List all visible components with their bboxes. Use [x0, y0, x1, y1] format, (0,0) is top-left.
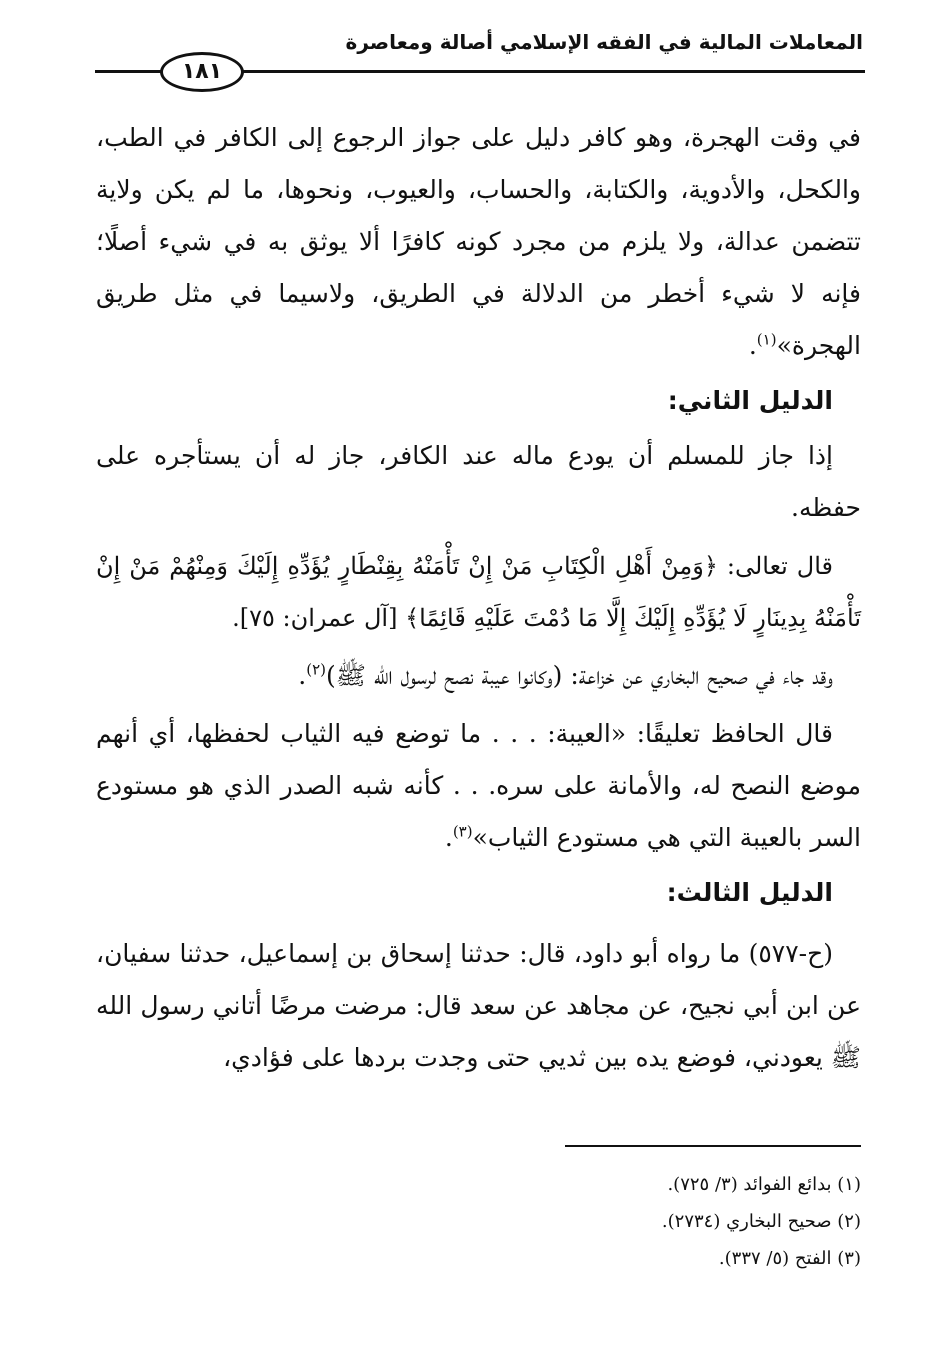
paragraph-quran-verse: قال تعالى: ﴿وَمِنْ أَهْلِ الْكِتَابِ مَنْ إِنْ تَأْمَنْهُ بِقِنْطَارٍ يُؤَدِّهِ إِلَيْكَ وَمِنْهُمْ مَنْ إِنْ تَأْمَنْهُ بِدِينَارٍ لَا يُؤَدِّهِ إِلَيْكَ إِلَّا مَا دُمْتَ عَلَيْهِ قَائِمًا﴾ [آل عمران: ٧٥].	[96, 552, 861, 632]
footnotes	[96, 1166, 861, 1277]
footnote-3: (٣) الفتح (٥/ ٣٣٧).	[718, 1248, 861, 1269]
period: .	[444, 823, 453, 852]
footnote-ref-3: (٣)	[452, 822, 473, 841]
heading-third-evidence: الدليل الثالث:	[666, 878, 833, 907]
period: .	[298, 661, 307, 690]
paragraph-text: في وقت الهجرة، وهو كافر دليل على جواز الرجوع إلى الكافر في الطب، والكحل، والأدوية، والكتابة، والحساب، والعيوب، ونحوها، ما لم يكن ولاية تتضمن عدالة، ولا يلزم من مجرد كونه كافرًا ألا يوثق به في شيء أصلًا؛ فإنه لا شيء أخطر من الدلالة في الطريق، ولاسيما في مثل طريق الهجرة»	[96, 123, 861, 360]
paragraph-hafiz-comment	[96, 708, 861, 864]
footnote-1: (١) بدائع الفوائد (٣/ ٧٢٥).	[667, 1174, 861, 1195]
main-text	[96, 112, 861, 1084]
heading-second-evidence: الدليل الثاني:	[667, 386, 833, 415]
paragraph-bukhari	[96, 650, 861, 702]
paragraph-hijra-conclusion	[96, 112, 861, 372]
page-number-badge: ١٨١	[160, 52, 244, 92]
paragraph-deposit: إذا جاز للمسلم أن يودع ماله عند الكافر، جاز له أن يستأجره على حفظه.	[96, 441, 861, 522]
paragraph-text: وقد جاء في صحيح البخاري عن خزاعة: (وكانوا عيبة نصح لرسول الله ﷺ)	[326, 661, 833, 690]
footnote-separator	[565, 1145, 861, 1147]
period: .	[748, 331, 757, 360]
footnote-ref-2: (٢)	[306, 660, 326, 679]
footnote-ref-1: (١)	[756, 330, 777, 349]
paragraph-text: قال الحافظ تعليقًا: «العيبة: . . . ما توضع فيه الثياب لحفظها، أي أنهم موضع النصح له، والأمانة على سره. . . كأنه شبه الصدر الذي هو مستودع السر بالعيبة التي هي مستودع الثياب»	[96, 719, 861, 852]
footnote-2: (٢) صحيح البخاري (٢٧٣٤).	[661, 1211, 861, 1232]
running-title: المعاملات المالية في الفقه الإسلامي أصالة ومعاصرة	[345, 30, 863, 54]
paragraph-abu-dawud-hadith: (ح-٥٧٧) ما رواه أبو داود، قال: حدثنا إسحاق بن إسماعيل، حدثنا سفيان، عن ابن أبي نجيح، عن مجاهد عن سعد قال: مرضت مرضًا أتاني رسول الله ﷺ يعودني، فوضع يده بين ثديي حتى وجدت بردها على فؤادي،	[96, 939, 861, 1072]
